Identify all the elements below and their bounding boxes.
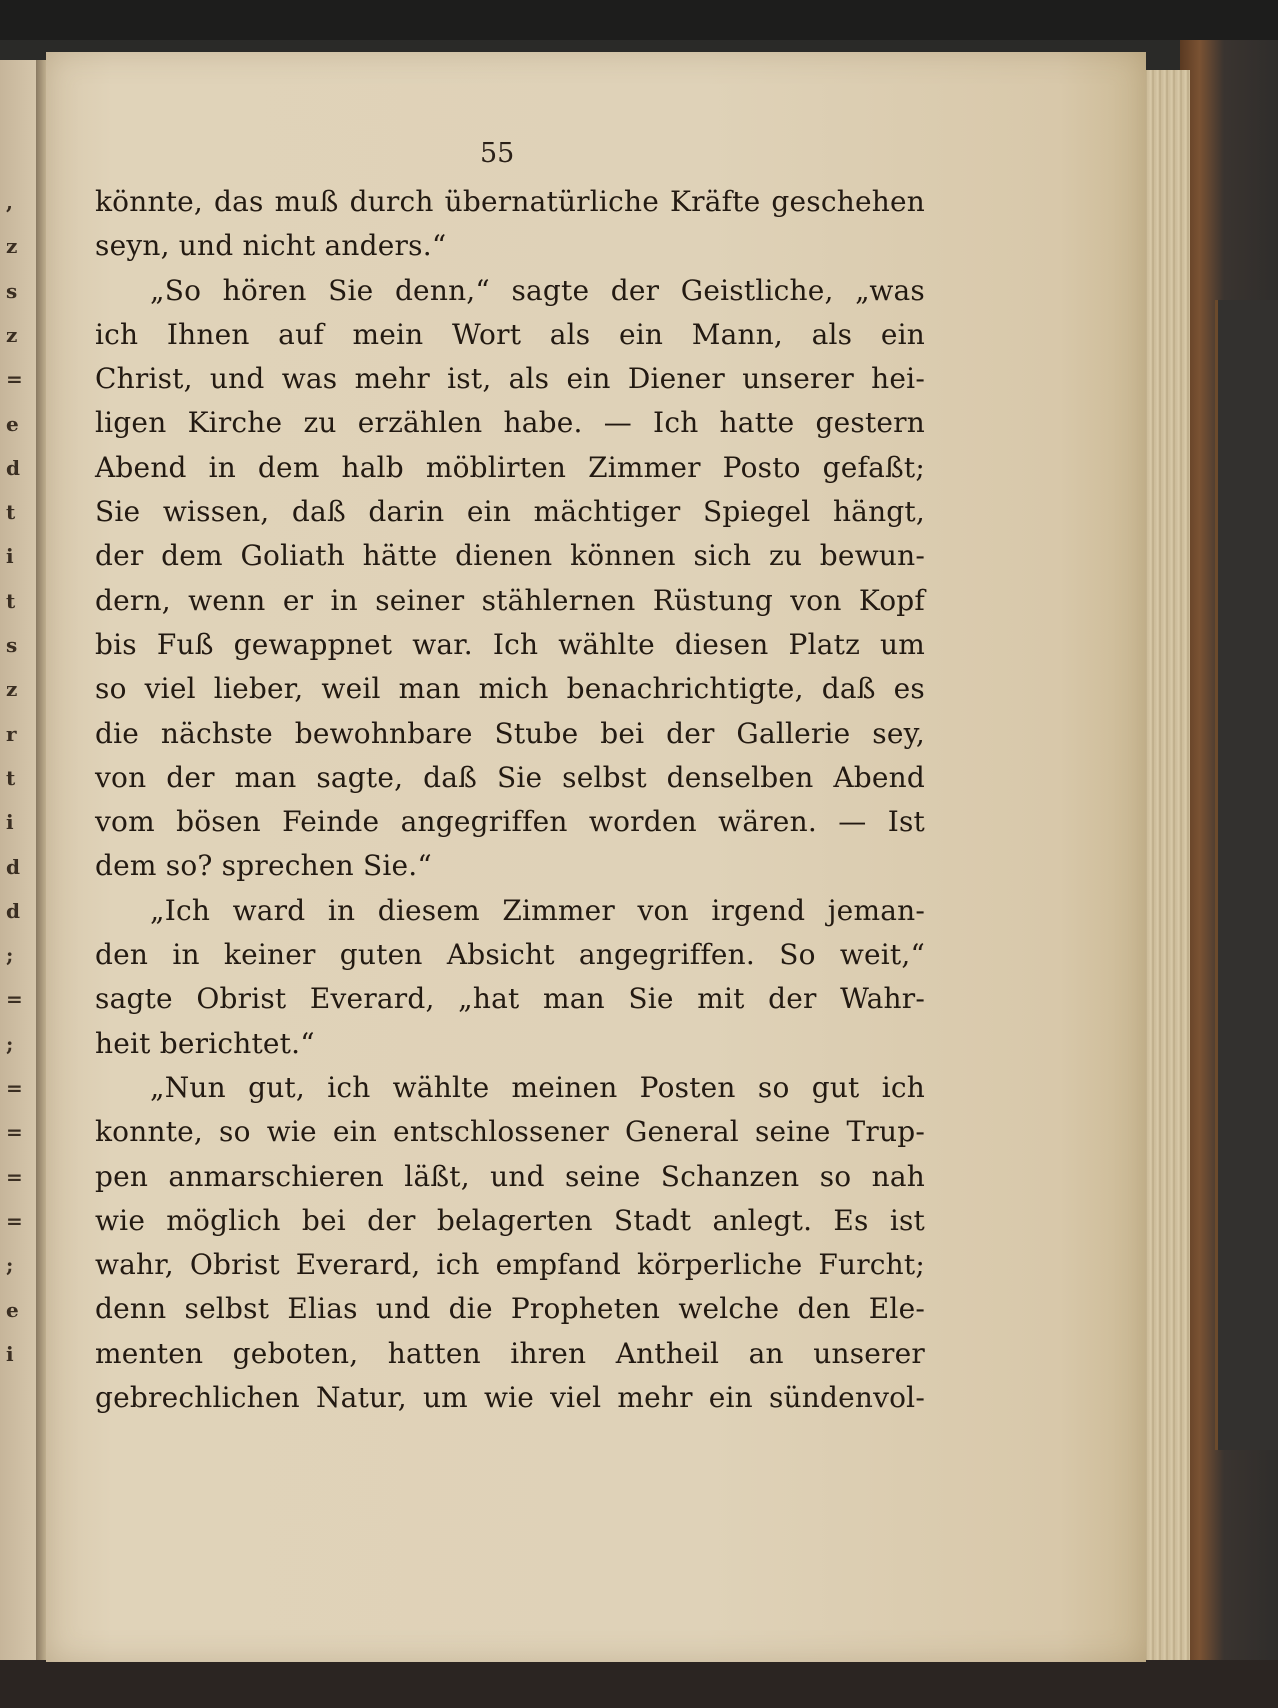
previous-page-char: i (6, 810, 14, 835)
previous-page-char: i (6, 544, 14, 569)
previous-page-char: s (6, 278, 18, 303)
previous-page-char: d (6, 854, 20, 879)
previous-page-char: e (6, 1297, 19, 1322)
text-line: pen anmarschieren läßt, und seine Schanzen so nah (95, 1159, 925, 1193)
text-line: den in keiner guten Absicht angegriffen. So weit,“ (95, 938, 925, 972)
text-line: seyn, und nicht anders.“ (95, 229, 447, 263)
previous-page-char: z (6, 234, 18, 259)
previous-page-char: = (6, 367, 23, 392)
text-line: menten geboten, hatten ihren Antheil an unserer (95, 1336, 925, 1370)
text-line: Christ, und was mehr ist, als ein Diener unserer hei- (95, 362, 925, 396)
text-line: dern, wenn er in seiner stählernen Rüstung von Kopf (95, 583, 925, 617)
previous-page-char: ; (6, 943, 14, 968)
previous-page-char: e (6, 411, 19, 436)
previous-page-char: d (6, 898, 20, 923)
previous-page-char: ; (6, 1253, 14, 1278)
previous-page-char: r (6, 721, 17, 746)
text-line: vom bösen Feinde angegriffen worden wären. — Ist (95, 805, 925, 839)
text-line: „Ich ward in diesem Zimmer von irgend jeman- (150, 893, 925, 927)
text-line: Abend in dem halb möblirten Zimmer Posto gefaßt; (95, 450, 925, 484)
text-line: könnte, das muß durch übernatürliche Kräfte geschehen (95, 185, 925, 218)
previous-page-char: t (6, 500, 16, 525)
previous-page-char: ; (6, 1031, 14, 1056)
text-line: so viel lieber, weil man mich benachrichtigte, daß es (95, 672, 925, 706)
previous-page-char: = (6, 1164, 23, 1189)
previous-page-char: i (6, 1341, 14, 1366)
text-line: ich Ihnen auf mein Wort als ein Mann, als ein (95, 317, 925, 351)
previous-page-char: d (6, 455, 20, 480)
text-line: konnte, so wie ein entschlossener General seine Trup- (95, 1115, 925, 1149)
book-cover-leather (1215, 300, 1278, 1450)
text-line: die nächste bewohnbare Stube bei der Gallerie sey, (95, 716, 925, 750)
text-line: heit berichtet.“ (95, 1026, 315, 1060)
background-top (0, 0, 1278, 40)
text-line: ligen Kirche zu erzählen habe. — Ich hatte gestern (95, 406, 925, 440)
text-line: sagte Obrist Everard, „hat man Sie mit der Wahr- (95, 982, 925, 1016)
previous-page-char: = (6, 1076, 23, 1100)
text-line: „So hören Sie denn,“ sagte der Geistliche, „was (150, 273, 925, 307)
text-line: gebrechlichen Natur, um wie viel mehr ein sündenvol- (95, 1381, 925, 1415)
previous-page-edge (0, 60, 38, 1660)
previous-page-char: z (6, 677, 18, 702)
previous-page-char: = (6, 1120, 23, 1145)
page-number: 55 (480, 138, 515, 169)
previous-page-char: , (6, 190, 13, 214)
text-line: bis Fuß gewappnet war. Ich wählte diesen Platz um (95, 627, 925, 661)
text-line: Sie wissen, daß darin ein mächtiger Spiegel hängt, (95, 495, 925, 529)
previous-page-char: t (6, 765, 16, 790)
text-line: dem so? sprechen Sie.“ (95, 849, 432, 883)
background-bottom (0, 1660, 1278, 1708)
previous-page-char: = (6, 987, 23, 1012)
text-line: denn selbst Elias und die Propheten welche den Ele- (95, 1292, 925, 1326)
text-line: wahr, Obrist Everard, ich empfand körperliche Furcht; (95, 1248, 925, 1282)
page-text (95, 180, 925, 1420)
text-line: „Nun gut, ich wählte meinen Posten so gut ich (150, 1070, 925, 1104)
text-line: wie möglich bei der belagerten Stadt anlegt. Es ist (95, 1203, 925, 1237)
text-line: von der man sagte, daß Sie selbst denselben Abend (95, 760, 925, 794)
text-line: der dem Goliath hätte dienen können sich zu bewun- (95, 539, 925, 573)
previous-page-char: z (6, 322, 18, 347)
previous-page-char: t (6, 588, 16, 613)
previous-page-char: = (6, 1208, 23, 1233)
previous-page-char: s (6, 633, 18, 657)
